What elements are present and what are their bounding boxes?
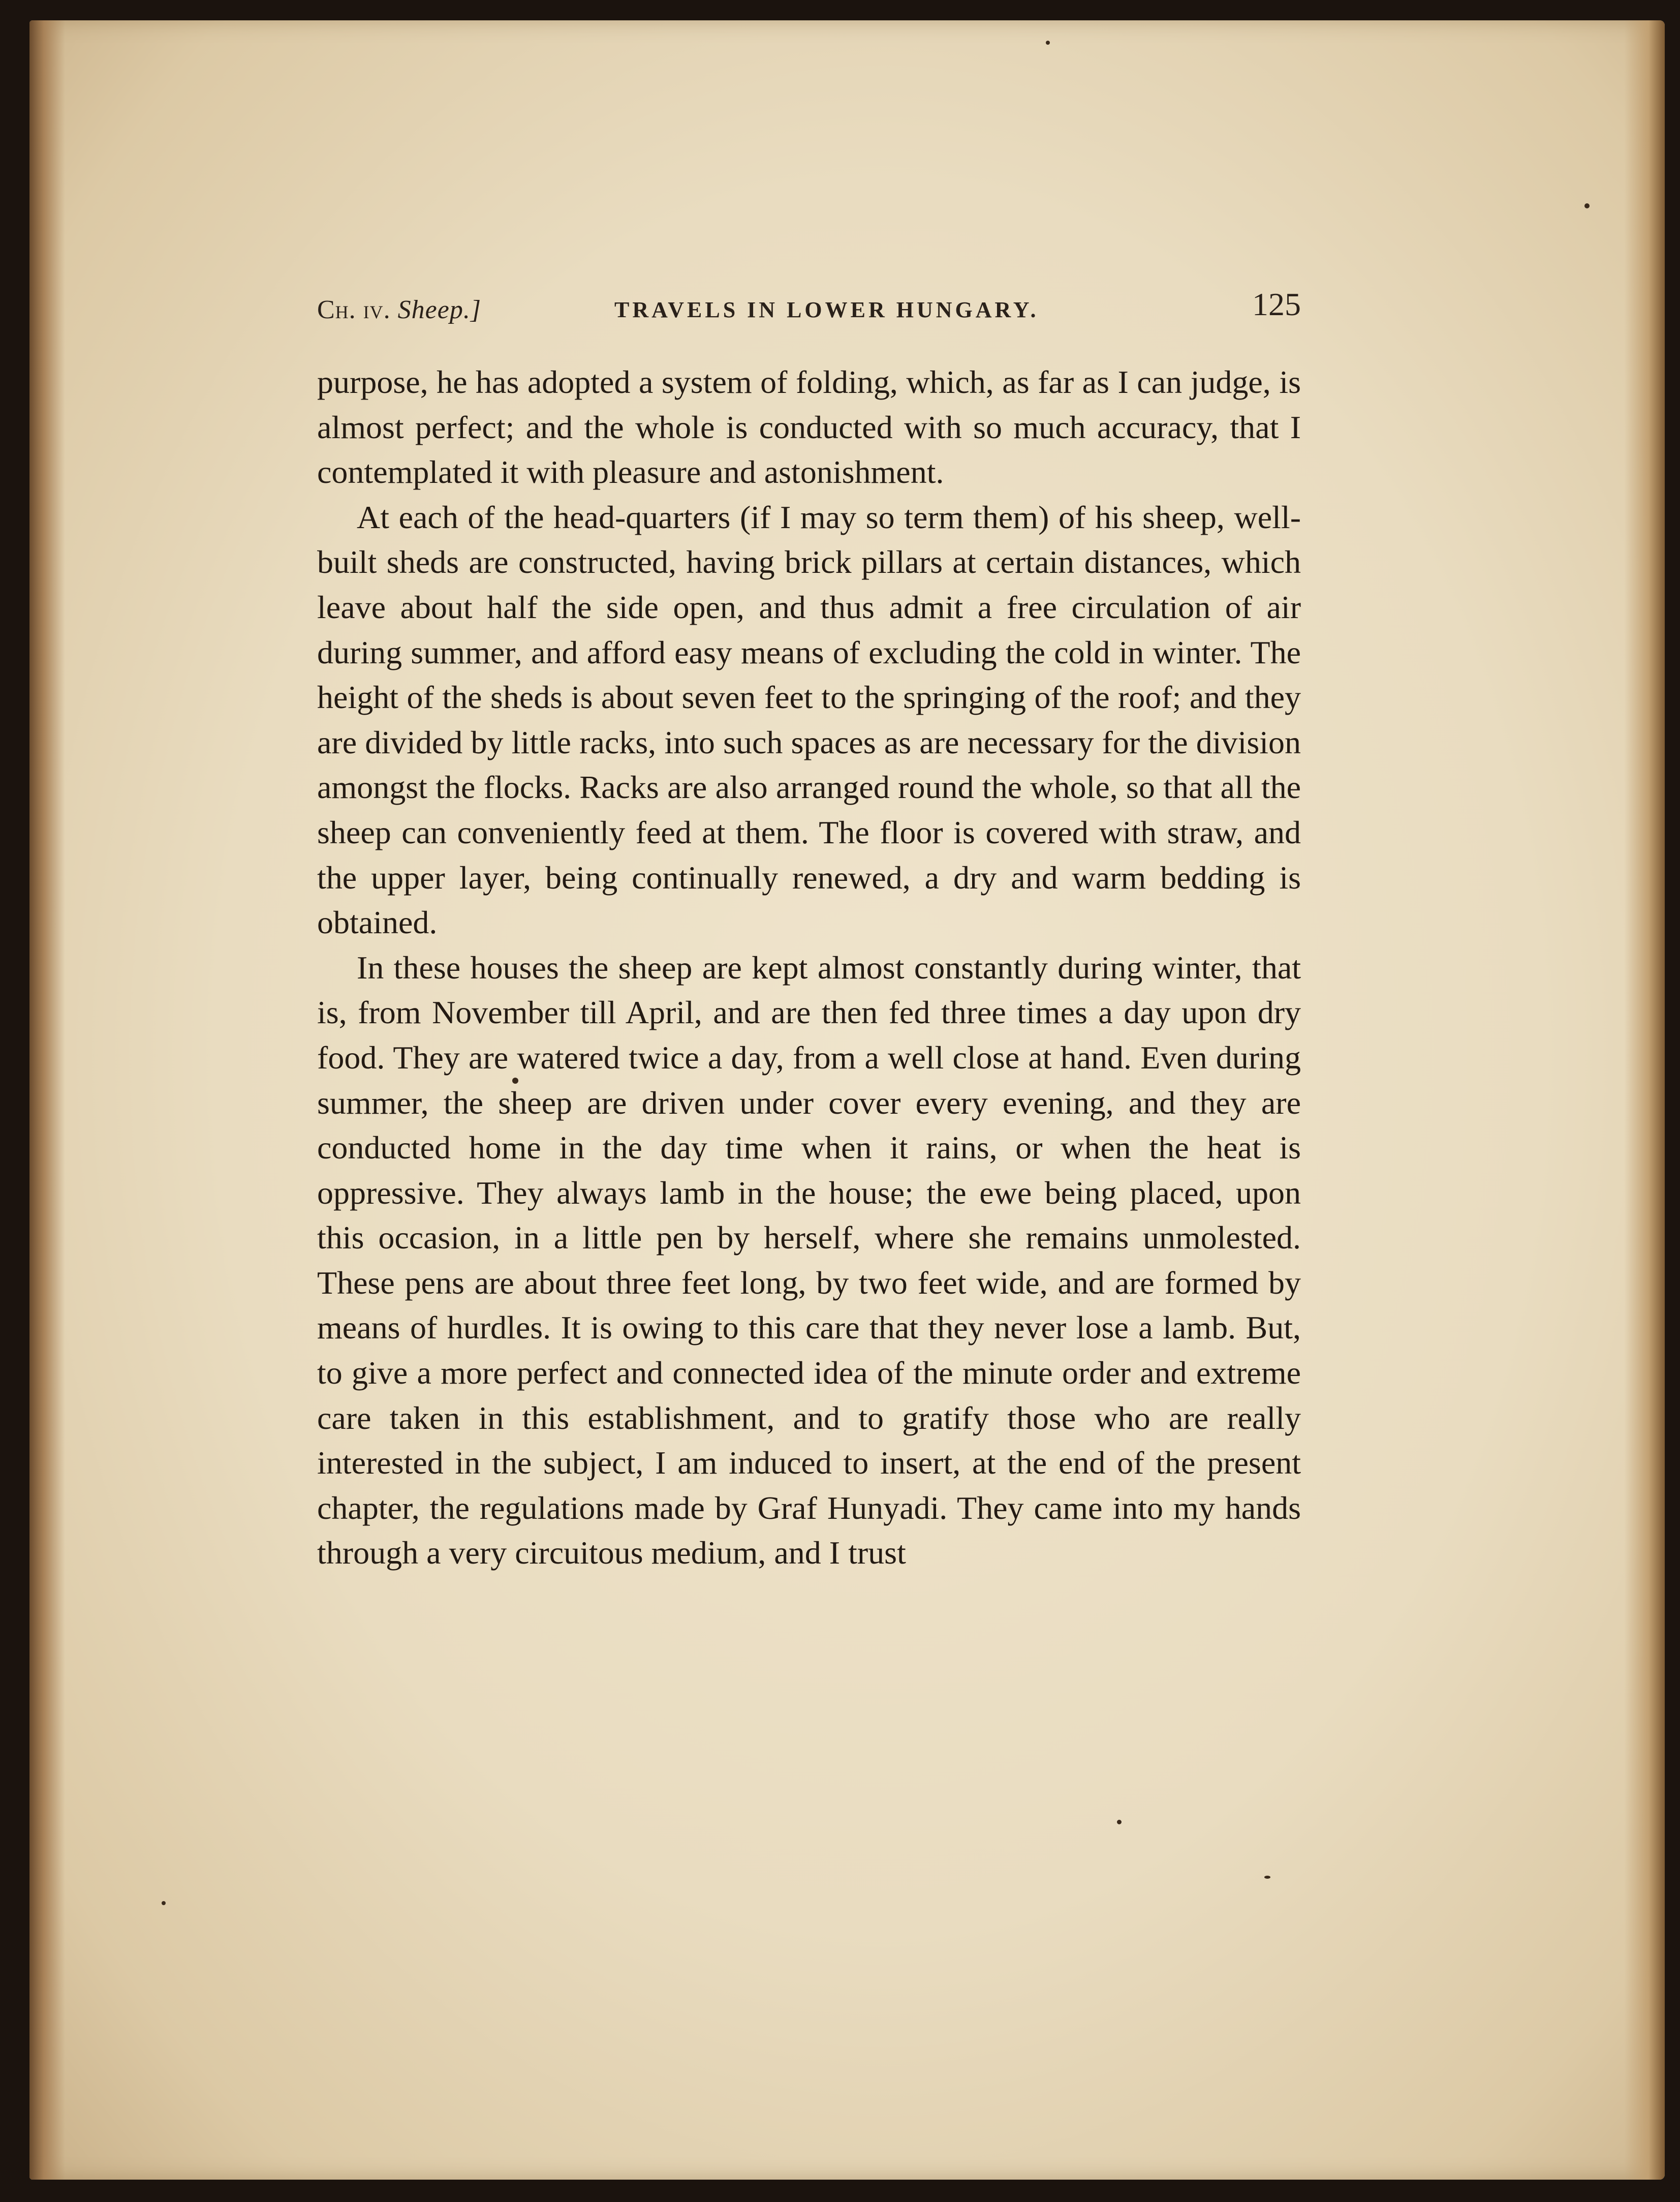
ink-speck [162, 1901, 166, 1905]
section-label: Sheep.] [397, 295, 482, 324]
ink-speck [1584, 203, 1590, 208]
ink-speck [512, 1078, 518, 1084]
page-gutter [29, 20, 65, 2180]
book-page [29, 20, 1665, 2180]
ink-speck [1264, 1876, 1270, 1879]
paragraph-1: purpose, he has adopted a system of folding, which, as far as I can judge, is almost perfect; and the whole is conducted with so much accuracy, that I contemplated it with pleasure and astonishment. [317, 364, 1301, 491]
page-edge [1624, 20, 1665, 2180]
paragraph-2: At each of the head-quarters (if I may so term them) of his sheep, well-built sheds are constructed, having brick pillars at certain distances, which leave about half the side open, and thus admit a free circulation of air during summer, and afford easy means of excluding the cold in winter. The height of the sheds is about seven feet to the springing of the roof; and they are divided by little racks, into such spaces as are necessary for the division amongst the flocks. Racks are also arranged round the whole, so that all the sheep can conveniently feed at them. The floor is covered with straw, and the upper layer, being continually renewed, a dry and warm bedding is obtained. [317, 499, 1301, 941]
ink-speck [1117, 1820, 1122, 1824]
chapter-label: Ch. iv. [317, 295, 391, 324]
body-text [317, 360, 1301, 1576]
running-header [317, 286, 1301, 331]
running-title: TRAVELS IN LOWER HUNGARY. [614, 297, 1039, 322]
page-number: 125 [1252, 286, 1301, 322]
chapter-reference [317, 295, 481, 325]
paragraph-3: In these houses the sheep are kept almost constantly during winter, that is, from November till April, and are then fed three times a day upon dry food. They are watered twice a day, from a well close at hand. Even during summer, the sheep are driven under cover every evening, and they are conducted home in the day time when it rains, or when the heat is oppressive. They always lamb in the house; the ewe being placed, upon this occasion, in a little pen by herself, where she remains unmolested. These pens are about three feet long, by two feet wide, and are formed by means of hurdles. It is owing to this care that they never lose a lamb. But, to give a more perfect and connected idea of the minute order and extreme care taken in this establishment, and to gratify those who are really interested in the subject, I am induced to insert, at the end of the present chapter, the regulations made by Graf Hunyadi. They came into my hands through a very circuitous medium, and I trust [317, 949, 1301, 1571]
ink-speck [1046, 41, 1050, 45]
